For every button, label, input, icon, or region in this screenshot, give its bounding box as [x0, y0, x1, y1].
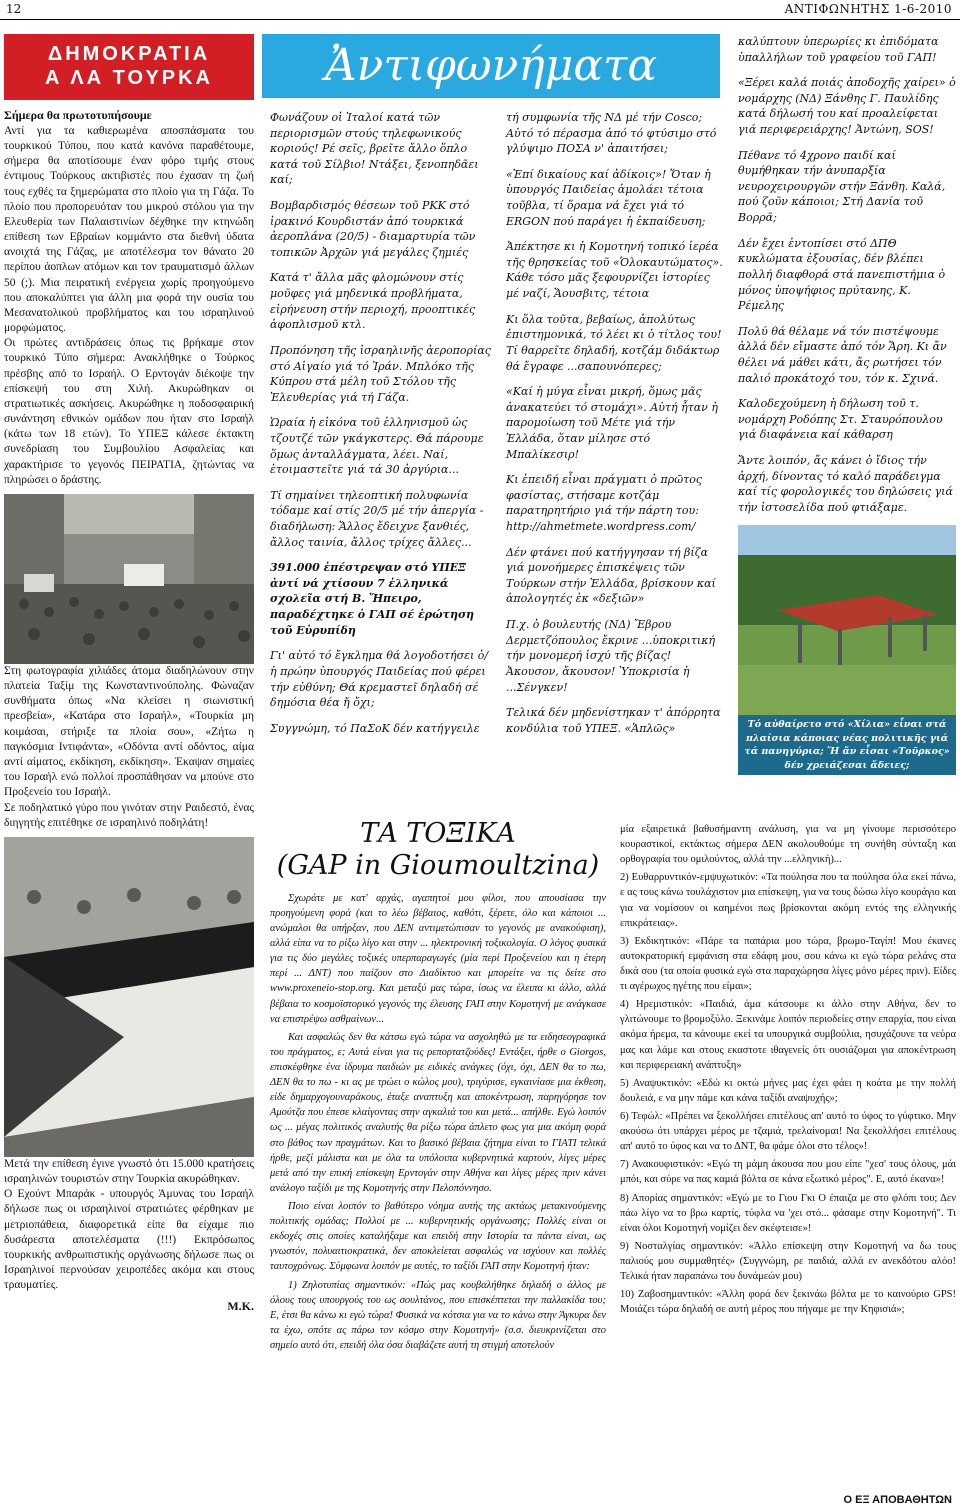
comment-item: Κατά τ' ἄλλα μᾶς φλομώνουν στίς μοῦφες γιά μηδενικά προβλήματα, εἰρήνευση στήν περιοχή, προοπτικές ἀφοπλισμοῦ κτλ. [270, 271, 476, 332]
article-paragraph: 4) Ηρεμιστικόν: «Παιδιά, άμα κάτσουμε κι άλλο στην Αθήνα, δεν το γλιτώνουμε το βρομοξύλο. Ξεκινάμε λοιπόν περιοδείες στην επαρχία, που είναι ακόμα ήρεμα, τα κάνουμε εκεί τα υπουργικά συμβούλια, ησυχάζουνε τα νεύρα μας και λάμε και στους εκαστοτε ιθαγενείς ότι ουσιάζομαι για αποκέντρωση και περιφερειακή ανάπτυξη» [620, 999, 956, 1071]
comment-item: Ἄντε λοιπόν, ἄς κάνει ὁ ἴδιος τήν ἀρχή, δίνοντας τό καλό παράδειγμα καί τίς φορολογικές του δηλώσεις γιά τήν ἰστοσελίδα πού φτιάξαμε. [738, 454, 953, 514]
comment-item: 391.000 ἐπέστρεψαν στό ΥΠΕΞ ἀντί νά χτίσουν 7 ἑλληνικά σχολεῖα στή Β. Ἤπειρο, παραδέχτηκε ὁ ΓΑΠ σέ ἐρώτηση τοῦ Εὐρυπίδη [270, 561, 475, 637]
article-paragraph: 9) Νοσταλγίας σημαντικόν: «Άλλο επίσκεψη στην Κομοτηνή να δω τους παλιούς μου συμμαθητές» (Συγγνώμη, ρε παιδιά, αλλά εν ανεκδότου αλόο! Τελικά ήταν παραπάνω του δυνάμεών μου) [620, 1240, 956, 1283]
comment-item: τή συμφωνία τῆς ΝΔ μέ τήν Cosco; Αὐτό τό πέρασμα ἀπό τό φτύσιμο στό γλύψιμο ΠΟΣΑ ν' ἀπαιτήσει; [506, 111, 717, 156]
democracy-banner: ΔΗΜΟΚΡΑΤΙΑ Α ΛΑ ΤΟΥΡΚΑ [4, 34, 254, 100]
column-democracy [4, 34, 254, 1315]
article-paragraph: Σχωράτε με κατ' αρχάς, αγαπητοί μου φίλοι, που απουσίασα την προηγούμενη φορά (και το λέω βέβαιος, καθότι, ξέρετε, όλο και κάποιοι ... ανώμαλοι θα υπήρξαν, που ΔΕΝ αντιμετώπισαν το γεγονός με ανακούφιση), αλλά είπα να το ρίξω λίγο και στην ... ηλεκτρονική τοξικολογία. Ο λόγος φυσικά για τις δύο μεγάλες τοξικές υπερπαραγωγές (μία περί Προξενείου και η έτερη περί ... ΔΝΤ) που παίζουν στο Διαδίκτυο και μπορείτε να τις δείτε στο www.proxeneio-stop.org. Και μεταξύ μας τώρα, ίσως να έλειπα κι άλλο, αλλά βέβαια το κοσμοϊστορικό γεγονός της έλευσης ΓΑΠ στην Κομοτηνή με ανάγκασε να επιστρέψω ασθμαίνων... [270, 892, 606, 1025]
antifonimata-column-a [270, 110, 492, 746]
article-paragraph: 2) Ευθαρρυντικόν-εμψυχωτικόν: «Τα πούλησα που τα πούλησα όλα εκεί πάνω, ε ας τους κάνω τουλάχιστον μια επίσκεψη, για να τους δώσω λίγο κουράγιο και για να νομίσουν οι καημένοι πως βρίσκονται ακόμη εντός της ελληνικής επικράτειας». [620, 872, 956, 929]
comment-item: Δέν ἔχει ἐντοπίσει στό ΔΠΘ κυκλώματα ἐξουσίας, δέν βλέπει πολλή διαφθορά στά πανεπιστήμια ὁ μόνος ὑποψήφιος πρύτανης, Κ. Ρέμελης [738, 236, 946, 313]
toxika-body [270, 891, 606, 1353]
toxika-continuation [620, 822, 956, 1320]
article-paragraph: Και ασφαλώς δεν θα κάτσω εγώ τώρα να ασχοληθώ με τα ειδησεογραφικά του πράγματος, ε; Αυτά είναι για τις ρεπορτατζούδες! Εντάξει, ήρθε ο Giorgos, επισκέφθηκε ένα ίδρυμα παιδιών με ειδικές ανάγκες (όχι, όχι, ΔΕΝ θα το πω, ΔΕΝ θα το πω - κι ας με τρώει ο κώλος μου), τριγύρισε, εγκαινίασε μια έκθεση, είδε δημαρχογουναράκους, έταξε αναπτυξη και αποκέντρωση, παρηγόρησε τον Αμούτζα που έπεσε κλαίγοντας στην αγκαλιά του και μετά... απήλθε. Εγώ λοιπόν ως ... μέγας πολιτικός αναλυτής θα ρίξω τώρα άπλετο φως για μια ακόμη φορά στο βάθος των πραγμάτων. Και το βασικό βέβαια ζήτημα είναι το ΓΙΑΤΙ τελικά ήρθε, μεζί μάλιστα και με όλα τα υπόλοιπα κυβερνητικά καρτούν, λίγες μέρες μετά από την επική επίσκεψη Ερντογάν στην Αθήνα και λίγες μέρες πριν κάνει ανάλογο ταξίδι με της Κομοτηνής στην Πελοπόννησο. [270, 1031, 606, 1194]
lead-heading: Σήμερα θα πρωτοτυπήσουμε [4, 108, 152, 122]
comment-item: Κι ὅλα τοῦτα, βεβαίως, ἀπολύτως ἐπιστημονικά, τό λέει κι ὁ τίτλος του! Τί θαρρεῖτε δηλαδή, κοτζάμ διδάκτωρ θά ἔγραφε ...σαπουνόπερες; [506, 312, 722, 373]
antifonimata-column-c [738, 34, 956, 775]
comment-item: «Ξέρει καλά ποιάς ἀποδοχῆς χαίρει» ὁ νομάρχης (ΝΔ) Ξάνθης Γ. Παυλίδης κατά δήλωσή του καί προαλείφεται γιά περιφερειάρχης! Ἀντώνη, SOS! [738, 76, 956, 137]
article-paragraph: 7) Ανακουφιστικόν: «Εγώ τη μάμη άκουσα που μου είπε "χεσ' τους όλους, μάι μπόι, και σύρε να πας καμιά βόλτα σε κάνα εξωτικό μέρος". Ε, αυτό έκανα»! [620, 1159, 956, 1186]
page-number: 12 [6, 2, 22, 16]
comment-item: Καλοδεχούμενη ἡ δήλωση τοῦ τ. νομάρχη Ροδόπης Στ. Σταυρόπουλου γιά διαφάνεια καί κάθαρση [738, 397, 943, 442]
flag-photo [4, 837, 254, 1157]
article-paragraph: Στη φωτογραφία χιλιάδες άτομα διαδηλώνουν στην πλατεία Ταξίμ της Κωνσταντινούπολης. Φώναζαν συνθήματα όπως «Να κλείσει η σιωνιστική πρεσβεία», «Κατάρα στο Ισραήλ», «Τουρκία μη κοιμάσαι, στήριξε τα πλοία σου», «Ζήτω η παγκόσμια Ιντιφάντα», «Οδόντα αντί οδόντος, αίμα αντί αίματος, εκδίκηση, εκδίκηση». Έκαψαν σημαίες του Ισραήλ ενώ πολλοί προσπάθησαν να μπούνε στο Προξενείο του Ισραήλ. [4, 664, 254, 799]
comment-item: Τελικά δέν μηδενίστηκαν τ' ἀπόρρητα κονδύλια τοῦ ΥΠΕΞ. «Ἁπλῶς» [506, 706, 721, 735]
toxika-title: ΤΑ ΤΟΞΙΚΑ (GAP in Gioumoultzina) [276, 818, 600, 882]
article-paragraph: 6) Τεφώλ: «Πρέπει να ξεκολλήσει επιτέλους απ' αυτό το ύφος το γύφτικο. Μην ακούσω ότι υπάρχει μέρος με τζαμιά, τρελαίνομαι! Να ξεκολλήσει επιτέλους απ' αυτό το ύφος και να το ΔΝΤ, θα φάμε όλοι στο τέλος»! [620, 1110, 956, 1153]
comment-item: Βομβαρδισμός θέσεων τοῦ ΡΚΚ στό ἰρακινό Κουρδιστάν ἀπό τουρκικά ἀεροπλάνα (20/5) - διαμαρτυρία τῶν τοπικῶν Ἀρχῶν γιά μεγάλες ζημιές [270, 199, 476, 259]
photo-caption: Τό αὐθαίρετο στό «Χίλια» εἶναι στά πλαίσια κάποιας νέας πολιτικῆς γιά τά πανηγύρια; Ἤ ἄν εἶσαι «Τοῦρκος» δέν χρειάζεσαι ἄδειες; [738, 715, 956, 775]
comment-item: Κι ἐπειδή εἶναι πράγματι ὁ πρῶτος φασίστας, στήσαμε κοτζάμ παρατηρητήριο γιά τήν πάρτη του: http://ahmetmete.wordpress.com/ [506, 473, 703, 534]
shed-photo [738, 525, 956, 715]
page-header [0, 0, 960, 20]
comment-item: Προπόνηση τῆς ἰσραηλινῆς ἀεροπορίας στό Αἰγαίο γιά τό Ἰράν. Μπλόκο τῆς Κύπρου στά μέλη τοῦ Στόλου τῆς Ἐλευθερίας γιά τή Γάζα. [270, 343, 491, 404]
antifonimata-banner: Ἀντιφωνήματα [262, 34, 720, 98]
article-paragraph: Οι πρώτες αντιδράσεις όπως τις βρήκαμε στον τουρκικό Τύπο σήμερα: Ανακλήθηκε ο Τούρκος πρέσβης από το Ισραήλ. Ο Ερντογάν διέκοψε την επίσκεψή του στη Χιλή. Ακυρώθηκαν οι στρατιωτικές ασκήσεις. Ακυρώθηκε η ποδοσφαιρική συνάντηση εθνικών ομάδων που ήταν στο Ισραήλ (κάτω των 18 ετών). Το ΥΠΕΞ κάλεσε έκτακτη συνεδρίαση του Συμβουλίου Ασφαλείας και χαρακτήρισε το γεγονός ΠΕΙΡΑΤΙΑ, ζητώντας να πληρώσει ο δράστης. [4, 337, 254, 486]
article-paragraph: Μετά την επίθεση έγινε γνωστό ότι 15.000 κρατήσεις ισραηλινών τουριστών στην Τουρκία ακυρώθηκαν. [4, 1157, 254, 1186]
article-paragraph: 8) Απορίας σημαντικόν: «Εγώ με το Γιου Γκι Ο έπαιζα με στο φλόπι του; Δεν πάω λίγο να το βρω καρτίς, τύφλα να 'χει στό... φάσαμε στην Κομοτηνή". Τι είναι όλοι Κομοτηνή νομίζει δεν σκέφτεισε»! [620, 1192, 956, 1234]
article-paragraph: 10) Ζαβοσημαντικόν: «Άλλη φορά δεν ξεκινάω βόλτα με το καινούριο GPS! Μοιάζει τώρα δηλαδή σε αυτή μέρος που πήγαμε με την Κηφισιά»; [620, 1289, 956, 1316]
article-paragraph: 1) Ζηλοτυπίας σημαντικόν: «Πώς μας κουβαλήθηκε δηλαδή ο άλλος με όλους τους υπουργούς του ως σουλτάνος, που επισκέπτεται την παλλακίδα του; Ε, έτσι θα κάνω κι εγώ τώρα! Φυσικά να κότσια για να το κάνω στην Άγκυρα δεν τα έχω, οπότε ας πάρω τον κόσμο στην Κομοτηνή» (σ.σ. διευκρινίζεται στο σημείο αυτό ότι, επειδή όλα όσα διαβάζετε αυτή τη στιγμή αποτελούν [270, 1279, 606, 1351]
article-paragraph: Αντί για τα καθιερωμένα αποσπάσματα του τουρκικού Τύπου, που κατά κανόνα παραθέτουμε, σήμερα θα αποτίσουμε έναν φόρο τιμής στους έντιμους Τούρκους ακτιβιστές που έχασαν τη ζωή τους εχθές τα ξημερώματα στο πλοίο για τη Γάζα. Το πλοίο που προπορευόταν του μικρού στόλου για την Ελευθερία των Παλαιστινίων δέχθηκε την κτηνώδη επίθεση των Εβραίων κομμάντο στα διεθνή ύδατα ανοιχτά της Γάζας, με αποτέλεσμα τον θάνατο 20 περίπου άοπλων ατόμων και τον τραυματισμό άλλων 50 (;). Μια πειρατική ενέργεια χωρίς προηγούμενο που αποκαλύπτει για άλλη μια φορά την ουσία του Μεσανατολικού προβλήματος και του ισραηλινού μορφώματος. [4, 124, 254, 335]
comment-item: «Ἐπί δικαίους καί ἀδίκοις»! Ὅταν ἡ ὑπουργός Παιδείας ἀμολάει τέτοια τοῦβλα, τί ὅραμα νά ἔχει γιά τό ERGON πού παράγει ἡ ἐκπαίδευση; [506, 167, 711, 228]
article-paragraph: μία εξαιρετικά βαθυσήμαντη ανάλυση, για να μη γίνουμε περισσότερο κουραστικοί, εκτάκτως σήμερα ΔΕΝ ακολουθούμε τη συνήθη σύνταξη και ορθογραφία του ομιλούντος, αλλά την ...ελληνική)... [620, 824, 956, 866]
comment-item: «Καί ἡ μύγα εἶναι μικρή, ὅμως μᾶς ἀνακατεύει τό στομάχι». Αὐτή ἦταν ἡ παρομοίωση τοῦ Μέτε γιά τήν Ἑλλάδα, ὅταν μίλησε στό Μπαλίκεσιρ! [506, 385, 718, 461]
article-paragraph: Σε ποδηλατικό γύρο που γινόταν στην Ραιδεστό, ένας διηγητής επιτέθηκε σε ισραηλινό ποδηλάτη! [4, 801, 254, 829]
article-paragraph: Ποιο είναι λοιπόν το βαθύτερο νόημα αυτής της ακτάως μετακινούμενης πολιτικής ομάδας; Πολλοί με ... κυβερνητικής οργάνωσης; Πολλές είναι οι εκδοχές στις οποίες καταλήξαμε και επειδή στην Ιστορία τα πάντα είναι, ως γνωστόν, πολυαιτιοκρατικά, δεν αποκλείεται ασφαλώς να ισχύουν και πολλές ταυτοχρόνως. Σύμφωνα λοιπόν με αυτές, το ταξίδι ΓΑΠ στην Κομοτηνή ήταν: [270, 1200, 606, 1273]
article-paragraph: 3) Εκδικητικόν: «Πάρε τα παπάρια μου τώρα, βρωμο-Ταγίπ! Μου έκανες αυτοκρατορική εμφάνιση στα εδάφη μου, σου κάνω κι εγώ τώρα ρελάνς στα δικά σου (τα οποία φυσικά εγώ στα παραχώρησα λίγες μόνο μέρες πριν). Είδες τι αγέρωχος ηγέτης που είμαι»; [620, 935, 956, 993]
article-paragraph: 5) Αναψυκτικόν: «Εδώ κι οκτώ μήνες μας έχει φάει η κοάτα με την πολλή δουλειά, ε να μην πάμε και κάνα ταξίδι αναψυχής»; [620, 1077, 956, 1104]
comment-item: Γι' αὐτό τό ἔγκλημα θά λογοδοτήσει ὁ/ἡ πρώην ὑπουργός Παιδείας πού φέρει τήν εὐθύνη; Θά κρεμαστεῖ δηλαδή σέ δημόσια θέα ἤ ὄχι; [270, 649, 489, 710]
publication-title: ΑΝΤΙΦΩΝΗΤΗΣ 1-6-2010 [784, 2, 952, 16]
comment-item: Ὡραία ἡ εἰκόνα τοῦ ἑλληνισμοῦ ὡς τζουτζέ τῶν γκάγκστερς. Θά πάρουμε ὅμως ἀνταλλάγματα, λέει. Ναί, ἑτοιμαστεῖτε γιά τά 30 ἀργύρια... [270, 416, 484, 477]
comment-item: Φωνάζουν οἱ Ἰταλοί κατά τῶν περιορισμῶν στούς τηλεφωνικούς κοριούς! Ρέ σεῖς, βρεῖτε ἄλλο ὅπλο κατά τοῦ Σίλβιο! Ντάξει, ξενοπηδᾶει καί; [270, 111, 479, 187]
comment-item: Πέθανε τό 4χρονο παιδί καί θυμήθηκαν τήν ἀνυπαρξία νευροχειρουργῶν στήν Ξάνθη. Καλά, πού ζοῦν κάποιοι; Στή Δανία τοῦ Βορρᾶ; [738, 148, 946, 225]
comment-item: καλύπτουν ὑπερωρίες κι ἐπιδόματα ὑπαλλήλων τοῦ γραφείου τοῦ ΓΑΠ! [738, 35, 939, 64]
comment-item: Ἀπέκτησε κι ἡ Κομοτηνή τοπικό ἱερέα τῆς θρησκείας τοῦ «Ὁλοκαυτώματος». Κάθε τόσο μᾶς ξεφουρνίζει ἱστορίες μέ ναζί, Ἄουσβιτς, τέτοια [506, 240, 723, 301]
author-signature: Ο ΕΞ ΑΠΟΒΑΘΗΤΩΝ [843, 1494, 952, 1506]
comment-item: Δέν φτάνει πού κατήγγησαν τή βίζα γιά μονοήμερες ἐπισκέψεις τῶν Τούρκων στήν Ἑλλάδα, βρίσκουν καί ἀπολογητές ἐκ «δεξιῶν» [506, 545, 716, 606]
comment-item: Πολύ θά θέλαμε νά τόν πιστέψουμε ἀλλά δέν εἴμαστε ἀπό τόν Ἄρη. Κι ἄν θέλει νά μάθει κάτι, ἄς ρωτήσει τόν παλιό προκάτοχό του, τόν κ. Σχινά. [738, 324, 947, 385]
toxika-article [270, 818, 606, 1356]
antifonimata-column-b [506, 110, 726, 746]
article-paragraph: Ο Εχούντ Μπαράκ - υπουργός Άμυνας του Ισραήλ δήλωσε πως οι ισραηλινοί στρατιώτες φέρθηκαν με μετριοπάθεια, διαφορετικά είπε θα είχαμε πιο δυσάρεστα αποτελέσματα (!!!) Εκπρόσωπος τουρκικής ανθρωπιστικής οργάνωσης δήλωσε πως οι Ισραηλινοί περνούσαν χειροπέδες ακόμα και στους τραυματίες. [4, 1188, 254, 1292]
comment-item: Τί σημαίνει τηλεοπτική πολυφωνία τόδαμε καί στίς 20/5 μέ τήν ἀπεργία - διαδήλωση: Ἄλλος ἔδειχνε ξανθιές, ἄλλος ταινία, ἄλλος τρίχες ἄλλες... [270, 488, 484, 549]
comment-item: Π.χ. ὁ βουλευτής (ΝΔ) Ἔβρου Δερμετζόπουλος ἔκρινε ...ὑποκριτική τήν μονομερή ἰσχύ τῆς βίζας! Ἀκουσον, ἄκουσον! Ὑποκρισία ἡ ...Σένγκεν! [506, 618, 716, 694]
signature: Μ.Κ. [227, 1299, 254, 1314]
comment-item: Συγγνώμη, τό ΠαΣοΚ δέν κατήγγειλε [270, 721, 480, 735]
protest-photo [4, 494, 254, 664]
